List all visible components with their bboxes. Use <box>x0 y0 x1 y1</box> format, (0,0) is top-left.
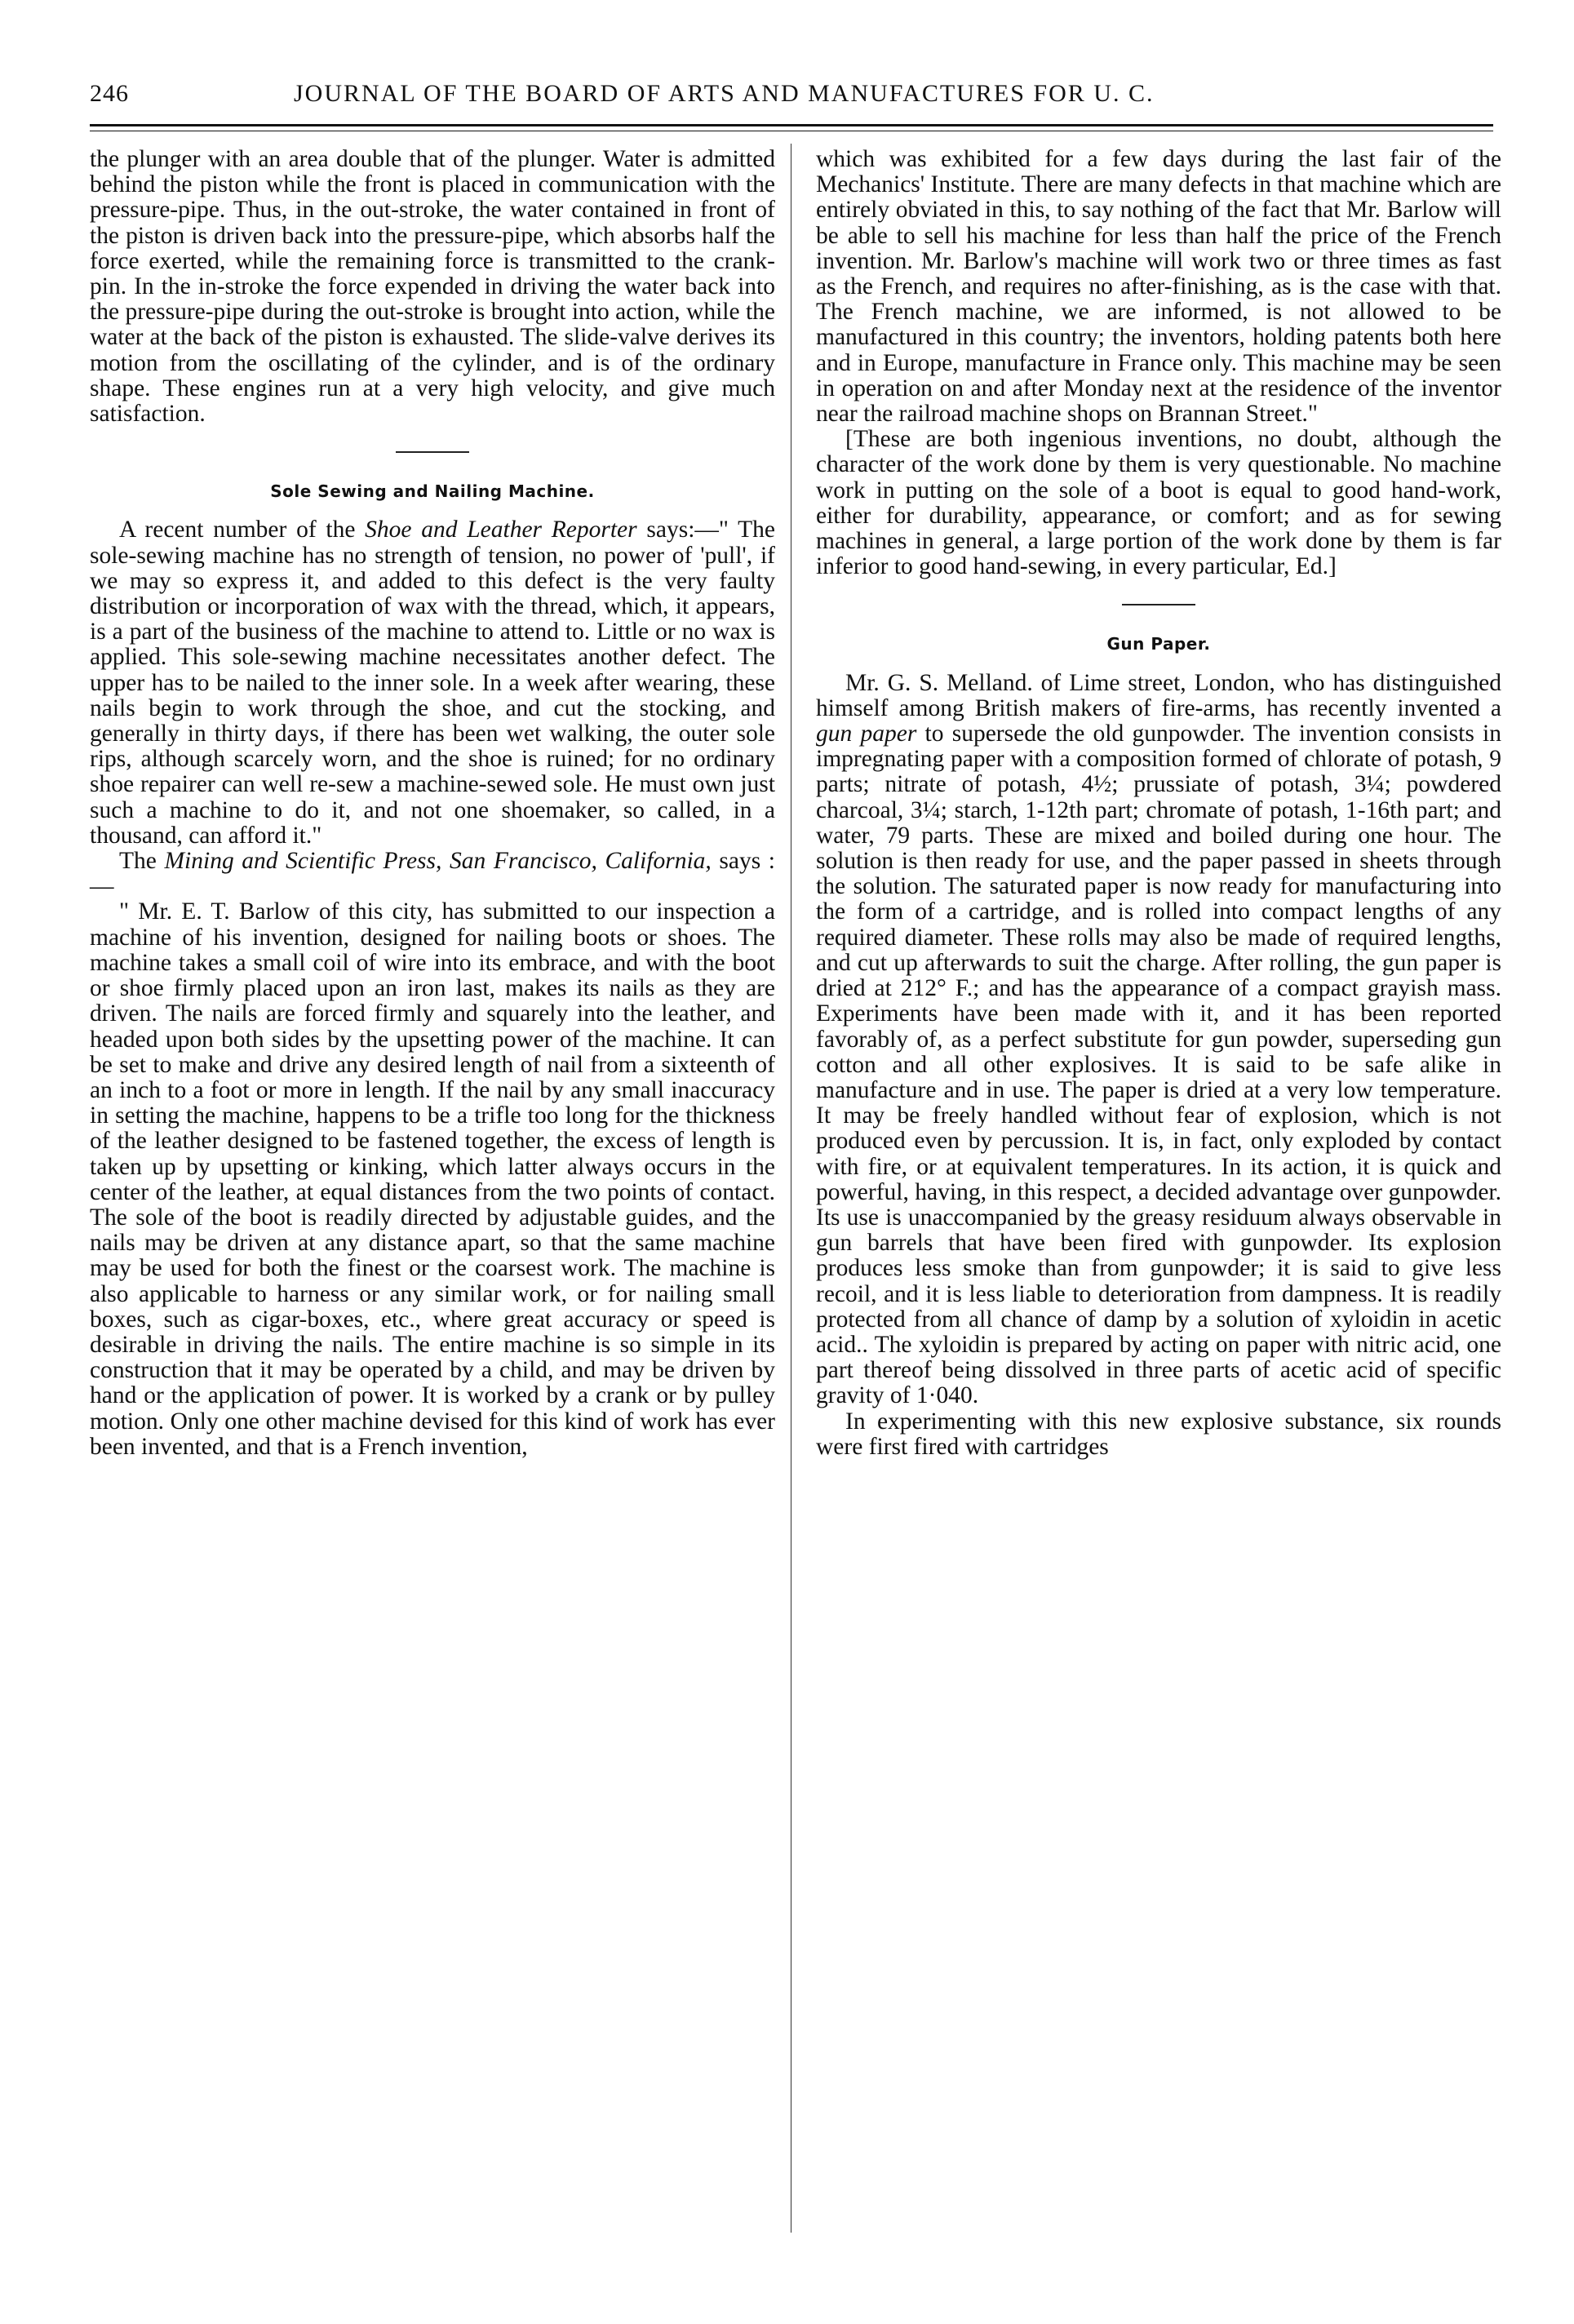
continued-paragraph: the plunger with an area double that of the plunger. Water is admitted behind the piston while the front is placed in communication with the pressure-pipe. Thus, in the out-stroke, the water contained in front of the piston is driven back into the pressure-pipe, which absorbs half the force exerted, while the remaining force is transmitted to the crank-pin. In the in-stroke the force expended in driving the water back into the pressure-pipe during the out-stroke is brought into action, while the water at the back of the piston is exhausted. The slide-valve derives its motion from the oscillating of the cylinder, and is of the ordinary shape. These engines run at a very high velocity, and give much satisfaction. <box>90 146 775 428</box>
continued-quote: which was exhibited for a few days during the last fair of the Mechanics' Institute. There are many defects in that machine which are entirely obviated in this, to say nothing of the fact that Mr. Barlow will be able to sell his machine for less than half the price of the French invention. Mr. Barlow's machine will work two or three times as fast as the French, and requires no after-finishing, as is the case with that. The French machine, we are informed, is not allowed to be manufactured in this country; the inventors, holding patents both here and in Europe, manufacture in France only. This machine may be seen in operation on and after Monday next at the residence of the inventor near the railroad machine shops on Brannan Street." <box>816 146 1501 428</box>
running-title: JOURNAL OF THE BOARD OF ARTS AND MANUFACTURES FOR U. C. <box>294 80 1155 107</box>
section-divider <box>1122 604 1195 605</box>
section-title-gun-paper: Gun Paper. <box>1106 634 1211 654</box>
page-number: 246 <box>90 80 129 107</box>
paragraph-gun-paper: Mr. G. S. Melland. of Lime street, London, who has distinguished himself among British makers of fire-arms, has recently invented a gun paper to supersede the old gunpowder. The invention consists in impregnating paper with a composition formed of chlorate of potash, 9 parts; nitrate of potash, 4½; prussiate of potash, 3¼; powdered charcoal, 3¼; starch, 1-12th part; chromate of potash, 1-16th part; and water, 79 parts. These are mixed and boiled during one hour. The solution is then ready for use, and the paper passed in sheets through the solution. The saturated paper is now ready for manufacturing into the form of a cartridge, and is rolled into compact lengths of any required diameter. These rolls may also be made of required lengths, and cut up afterwards to suit the charge. After rolling, the gun paper is dried at 212° F.; and has the appearance of a compact grayish mass. Experiments have been made with it, and it has been reported favorably of, as a perfect substitute for gun powder, superseding gun cotton and all other explosives. It is said to be safe alike in manufacture and in use. The paper is dried at a very low temperature. It may be freely handled without fear of explosion, which is not produced even by percussion. It is, in fact, only exploded by contact with fire, or at equivalent temperatures. In its action, it is quick and powerful, having, in this respect, a decided advantage over gunpowder. Its use is unaccompanied by the greasy residuum always observable in gun barrels that have been fired with gunpowder. Its explosion produces less smoke than from gunpowder; it is said to give less recoil, and it is less liable to deterioration from dampness. It is readily protected from all chance of damp by a solution of xyloidin in acetic acid.. The xyloidin is prepared by acting on paper with nitric acid, one part thereof being dissolved in three parts of acetic acid of specific gravity of 1·040. <box>816 669 1501 1409</box>
left-column <box>90 147 775 1460</box>
paragraph-barlow-machine: " Mr. E. T. Barlow of this city, has submitted to our inspection a machine of his invention, designed for nailing boots or shoes. The machine takes a small coil of wire into its embrace, and with the boot or shoe firmly placed upon an iron last, makes its nails as they are driven. The nails are forced firmly and squarely into the leather, and headed upon both sides by the upsetting power of the machine. It can be set to make and drive any desired length of nail from a sixteenth of an inch to a foot or more in length. If the nail by any small inaccuracy in setting the machine, happens to be a trifle too long for the thickness of the leather designed to be fastened together, the excess of length is taken up by upsetting or kinking, which latter always occurs in the center of the leather, at equal distances from the two points of contact. The sole of the boot is readily directed by adjustable guides, and the nails may be driven at any distance apart, so that the same machine may be used for both the finest or the coarsest work. The machine is also applicable to harness or any similar work, or for nailing small boxes, such as cigar-boxes, etc., where great accuracy or speed is desirable in driving the nails. The entire machine is so simple in its construction that it may be operated by a child, and may be driven by hand or the application of power. It is worked by a crank or by pulley motion. Only one other machine devised for this kind of work has ever been invented, and that is a French invention, <box>90 898 775 1460</box>
paragraph-experiment: In experimenting with this new explosive substance, six rounds were first fired with cartridges <box>816 1408 1501 1460</box>
publication-title: Mining and Scientific Press, San Francisco, California, <box>164 848 712 875</box>
section-divider <box>396 451 469 453</box>
header-rule <box>90 124 1493 126</box>
editor-note: [These are both ingenious inventions, no doubt, although the character of the work done by them is very questionable. No machine work in putting on the sole of a boot is equal to good hand-work, either for durability, appearance, or comfort; and as for sewing machines in general, a large portion of the work done by them is far inferior to good hand-sewing, in every particular, Ed.] <box>816 426 1501 580</box>
paragraph-shoe-leather: A recent number of the Shoe and Leather Reporter says:—" The sole-sewing machine has no strength of tension, no power of 'pull', if we may so express it, and added to this defect is the very faulty distribution or incorporation of wax with the thread, which, it appears, is a part of the business of the machine to attend to. Little or no wax is applied. This sole-sewing machine necessitates another defect. The upper has to be nailed to the inner sole. In a week after wearing, these nails begin to work through the shoe, and cut the stocking, and generally in thirty days, if there has been wet walking, the outer sole rips, although scarcely worn, and the shoe is ruined; for no ordinary shoe repairer can well re-sew a machine-sewed sole. He must own just such a machine to do it, and not one shoemaker, so called, in a thousand, can afford it." <box>90 517 776 849</box>
publication-title: Shoe and Leather Reporter <box>365 517 637 543</box>
right-column <box>816 147 1501 1460</box>
section-title-sole-sewing: Sole Sewing and Nailing Machine. <box>270 481 595 502</box>
page-header <box>90 80 1493 122</box>
paragraph-mining-press: The Mining and Scientific Press, San Francisco, California, says :— <box>90 848 776 900</box>
